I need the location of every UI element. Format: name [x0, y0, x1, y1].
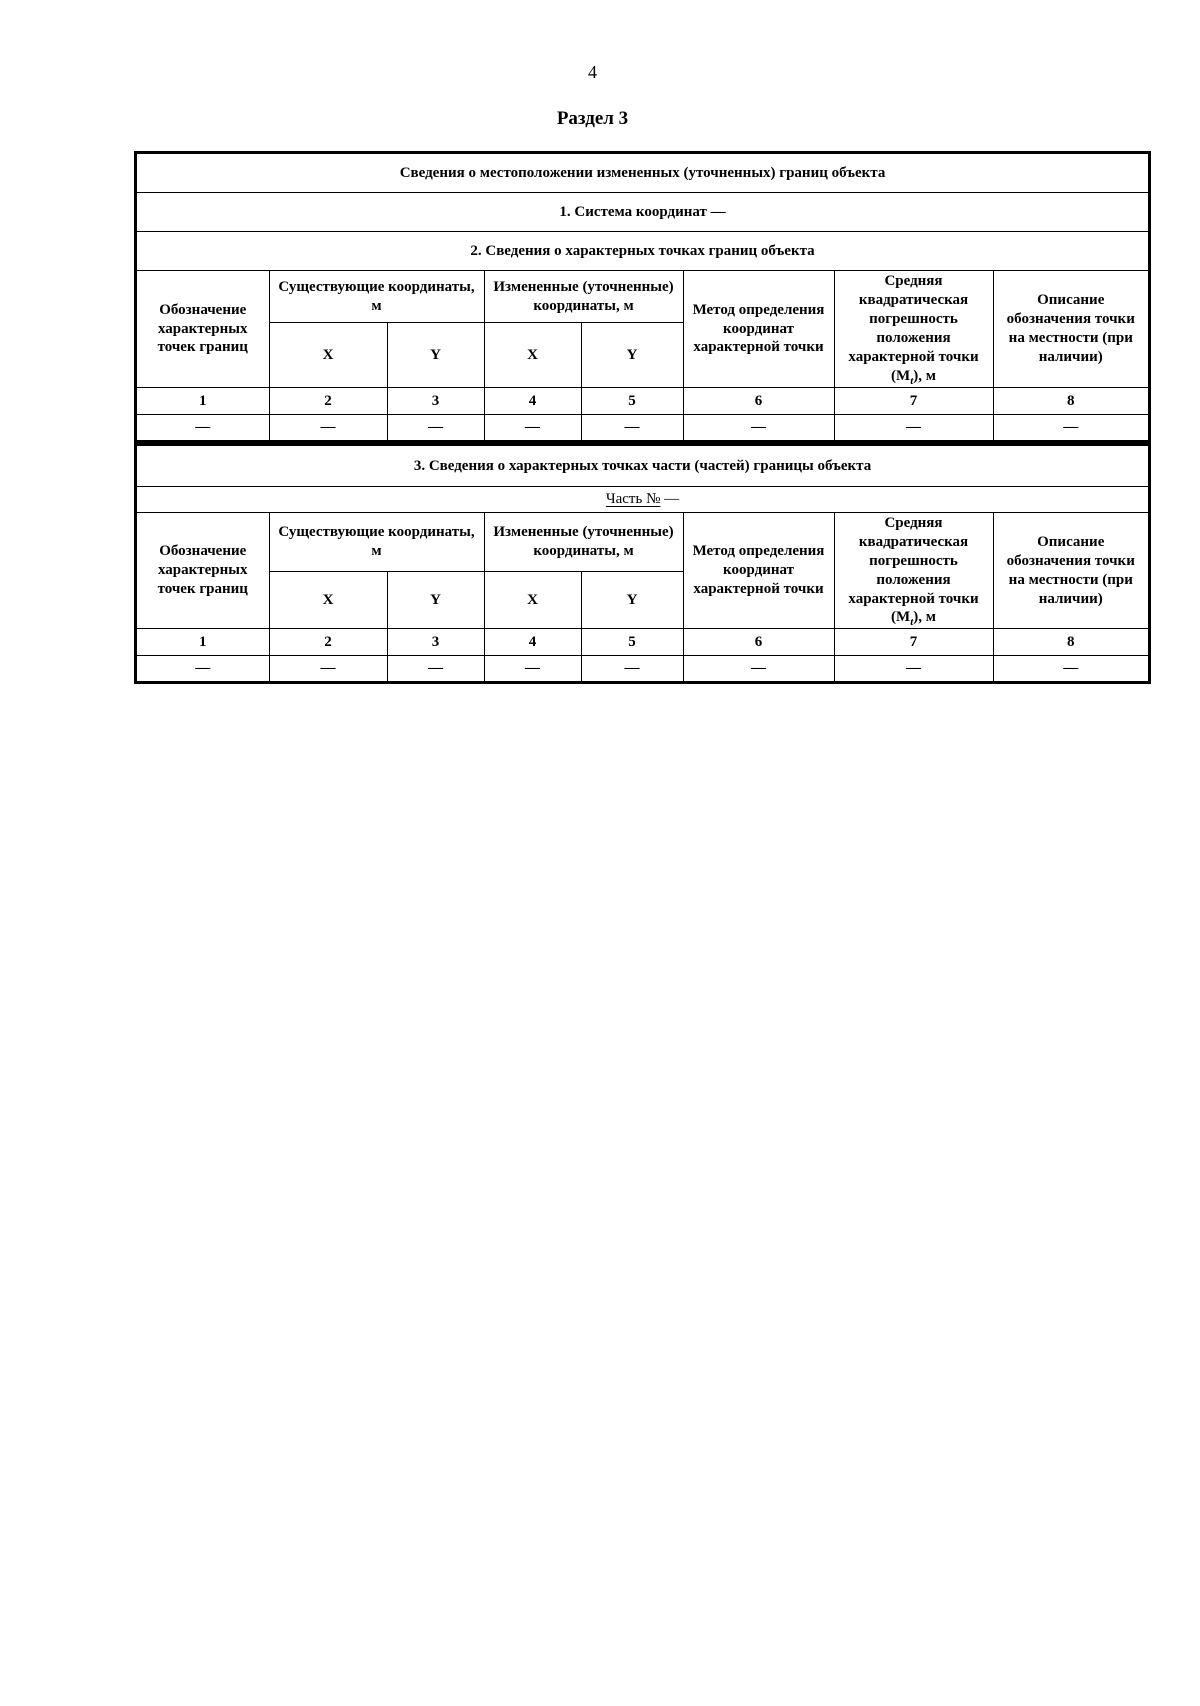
subscript-t: t [910, 616, 914, 629]
column-number-cell: 3 [387, 388, 484, 415]
column-number-cell: 4 [484, 629, 581, 656]
column-number-cell: 4 [484, 388, 581, 415]
column-number-cell: 6 [683, 388, 834, 415]
header-x-existing: X [269, 323, 387, 388]
header-point-description: Описание обозначения точки на местности (при наличии) [993, 271, 1149, 388]
header-point-designation: Обозначение характерных точек границ [136, 513, 269, 629]
part-number-label: Часть № [605, 491, 661, 508]
column-numbers-row [136, 388, 1149, 415]
header-x-existing: X [269, 571, 387, 629]
table1-title: Сведения о местоположении измененных (уточненных) границ объекта [136, 153, 1149, 193]
changed-boundaries-table [135, 152, 1150, 442]
column-number-cell: 8 [993, 388, 1149, 415]
column-number-cell: 2 [269, 629, 387, 656]
parts-section-label: 3. Сведения о характерных точках части (частей) границы объекта [136, 445, 1149, 487]
header-row-top [136, 513, 1149, 572]
page-number: 4 [588, 62, 597, 82]
column-numbers-row [136, 629, 1149, 656]
empty-dash-cell: — [993, 656, 1149, 683]
column-number-cell: 1 [136, 388, 269, 415]
empty-dash-cell: — [136, 656, 269, 683]
column-number-cell: 7 [834, 388, 993, 415]
coordinate-system-row [136, 193, 1149, 232]
empty-dash-cell: — [581, 656, 683, 683]
header-y-changed: Y [581, 571, 683, 629]
subscript-t: t [910, 374, 914, 387]
empty-dash-cell: — [387, 415, 484, 442]
header-y-existing: Y [387, 571, 484, 629]
header-changed-coordinates: Измененные (уточненные) координаты, м [484, 513, 683, 572]
header-x-changed: X [484, 323, 581, 388]
empty-data-row [136, 415, 1149, 442]
section-heading: Раздел 3 [556, 108, 629, 129]
header-point-description: Описание обозначения точки на местности (при наличии) [993, 513, 1149, 629]
empty-dash-cell: — [834, 656, 993, 683]
column-number-cell: 5 [581, 388, 683, 415]
empty-dash-cell: — [683, 415, 834, 442]
header-y-existing: Y [387, 323, 484, 388]
empty-dash-cell: — [834, 415, 993, 442]
part-number-row [136, 487, 1149, 513]
coordinate-system-label: 1. Система координат — [136, 193, 1149, 232]
part-number-cell [136, 487, 1149, 513]
header-method: Метод определения координат характерной точки [683, 513, 834, 629]
header-y-changed: Y [581, 323, 683, 388]
header-row-top [136, 271, 1149, 323]
empty-dash-cell: — [484, 656, 581, 683]
column-number-cell: 8 [993, 629, 1149, 656]
column-number-cell: 7 [834, 629, 993, 656]
column-number-cell: 3 [387, 629, 484, 656]
empty-dash-cell: — [136, 415, 269, 442]
empty-dash-cell: — [581, 415, 683, 442]
header-existing-coordinates: Существующие координаты, м [269, 271, 484, 323]
empty-dash-cell: — [269, 415, 387, 442]
header-method: Метод определения координат характерной точки [683, 271, 834, 388]
column-number-cell: 6 [683, 629, 834, 656]
header-mean-square-error: Средняя квадратическая погрешность положения характерной точки $(М_t)$, м [834, 271, 993, 388]
empty-dash-cell: — [484, 415, 581, 442]
empty-dash-cell: — [993, 415, 1149, 442]
empty-dash-cell: — [387, 656, 484, 683]
part-number-value: — [664, 491, 680, 508]
points-section-label: 2. Сведения о характерных точках границ объекта [136, 232, 1149, 271]
empty-data-row [136, 656, 1149, 683]
header-point-designation: Обозначение характерных точек границ [136, 271, 269, 388]
points-section-row [136, 232, 1149, 271]
column-number-cell: 1 [136, 629, 269, 656]
column-number-cell: 2 [269, 388, 387, 415]
table-title-row [136, 153, 1149, 193]
boundary-parts-table [135, 444, 1150, 683]
empty-dash-cell: — [683, 656, 834, 683]
header-changed-coordinates: Измененные (уточненные) координаты, м [484, 271, 683, 323]
header-existing-coordinates: Существующие координаты, м [269, 513, 484, 572]
column-number-cell: 5 [581, 629, 683, 656]
empty-dash-cell: — [269, 656, 387, 683]
parts-section-row [136, 445, 1149, 487]
header-x-changed: X [484, 571, 581, 629]
header-mean-square-error: Средняя квадратическая погрешность положения характерной точки $(М_t)$, м [834, 513, 993, 629]
